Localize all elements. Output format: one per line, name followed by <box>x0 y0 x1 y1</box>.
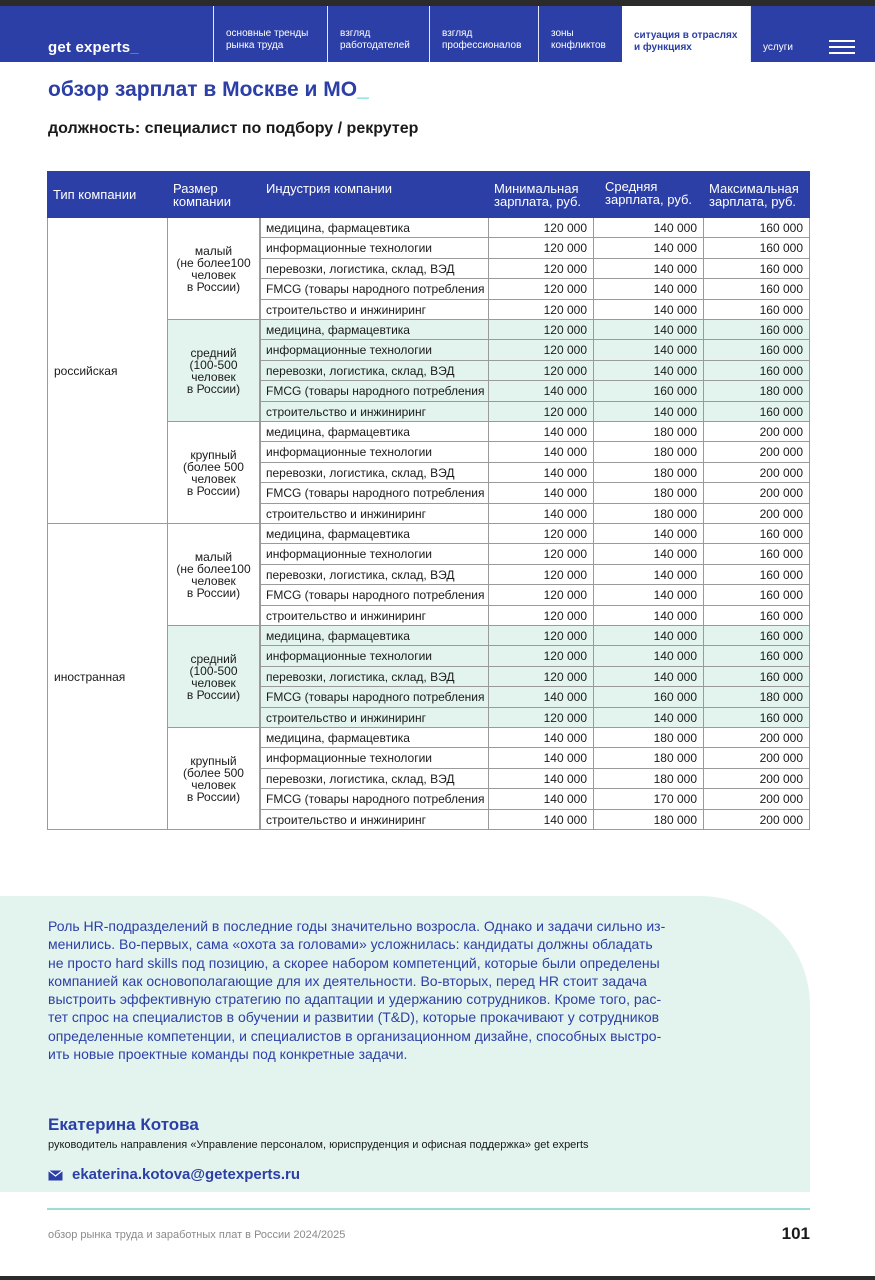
header-size <box>173 182 231 208</box>
cell-min: 120 000 <box>489 646 594 667</box>
company-size-line: в России) <box>186 586 241 600</box>
cell-avg: 140 000 <box>594 259 704 279</box>
cell-min: 140 000 <box>489 442 594 463</box>
envelope-icon <box>48 1170 63 1181</box>
cell-industry: перевозки, логистика, склад, ВЭД <box>260 565 489 585</box>
cell-avg: 180 000 <box>594 748 704 769</box>
cell-industry: перевозки, логистика, склад, ВЭД <box>260 667 489 687</box>
cell-min: 120 000 <box>489 300 594 320</box>
company-size-line: в России) <box>186 484 241 498</box>
company-size-line: крупный <box>190 448 237 462</box>
cell-avg: 180 000 <box>594 442 704 463</box>
cell-min: 120 000 <box>489 361 594 381</box>
cell-max: 160 000 <box>704 238 810 259</box>
cell-min: 120 000 <box>489 259 594 279</box>
cell-min: 140 000 <box>489 728 594 748</box>
cell-max: 160 000 <box>704 300 810 320</box>
expert-quote <box>48 917 738 1063</box>
logo[interactable] <box>48 39 139 56</box>
cell-industry: FMCG (товары народного потребления <box>260 585 489 606</box>
hamburger-menu-icon[interactable] <box>829 40 855 56</box>
table-header <box>47 171 810 218</box>
cell-industry: строительство и инжиниринг <box>260 300 489 320</box>
cell-max: 160 000 <box>704 402 810 422</box>
header-min-line2: зарплата, руб. <box>494 194 582 209</box>
nav-tab-label-line2: и функциях <box>634 42 692 53</box>
cell-min: 140 000 <box>489 483 594 504</box>
company-type-cell <box>47 524 168 830</box>
cell-max: 200 000 <box>704 728 810 748</box>
cell-industry: FMCG (товары народного потребления <box>260 279 489 300</box>
company-size-line: человек <box>191 268 236 282</box>
cell-max: 160 000 <box>704 524 810 544</box>
footer-divider <box>47 1208 810 1210</box>
cell-min: 120 000 <box>489 585 594 606</box>
cell-min: 140 000 <box>489 463 594 483</box>
cell-avg: 140 000 <box>594 565 704 585</box>
cell-max: 160 000 <box>704 320 810 340</box>
cell-avg: 180 000 <box>594 728 704 748</box>
nav-tab-1[interactable] <box>327 6 428 62</box>
logo-accent: _ <box>130 39 139 56</box>
author-name: Екатерина Котова <box>48 1115 199 1134</box>
company-size-cell <box>168 218 260 320</box>
cell-avg: 140 000 <box>594 402 704 422</box>
company-size-line: в России) <box>186 790 241 804</box>
cell-industry: FMCG (товары народного потребления <box>260 381 489 402</box>
company-size-label <box>168 245 259 293</box>
cell-min: 120 000 <box>489 708 594 728</box>
author-role: руководитель направления «Управление персоналом, юриспруденция и офисная поддержка» get experts <box>48 1139 589 1151</box>
cell-industry: информационные технологии <box>260 544 489 565</box>
company-size-label <box>168 551 259 599</box>
quote-line: компанией как основополагающие для их деятельности. Во-вторых, перед HR стоит задача <box>48 972 647 989</box>
cell-industry: строительство и инжиниринг <box>260 606 489 626</box>
header-size-line1: Размер <box>173 181 218 196</box>
cell-min: 140 000 <box>489 381 594 402</box>
nav-tab-label-line2: работодателей <box>340 40 410 51</box>
cell-industry: перевозки, логистика, склад, ВЭД <box>260 769 489 789</box>
cell-min: 120 000 <box>489 667 594 687</box>
cell-max: 200 000 <box>704 422 810 442</box>
cell-max: 180 000 <box>704 687 810 708</box>
header-avg-line2: зарплата, руб. <box>605 192 693 207</box>
cell-industry: информационные технологии <box>260 238 489 259</box>
cell-max: 160 000 <box>704 361 810 381</box>
cell-avg: 140 000 <box>594 646 704 667</box>
cell-avg: 140 000 <box>594 361 704 381</box>
cell-avg: 140 000 <box>594 585 704 606</box>
quote-line: определенные компетенции, и специалистов в организационном дизайне, способных выстро- <box>48 1027 662 1044</box>
quote-line: менились. Во-первых, сама «охота за головами» усложнилась: кандидаты должны обладать <box>48 936 653 953</box>
cell-min: 140 000 <box>489 748 594 769</box>
cell-min: 120 000 <box>489 340 594 361</box>
header-industry: Индустрия компании <box>266 181 393 196</box>
cell-industry: информационные технологии <box>260 442 489 463</box>
cell-max: 160 000 <box>704 279 810 300</box>
cell-avg: 180 000 <box>594 769 704 789</box>
cell-max: 160 000 <box>704 565 810 585</box>
cell-max: 180 000 <box>704 381 810 402</box>
header-max <box>709 182 799 208</box>
nav-tab-4[interactable] <box>622 6 750 62</box>
nav-tab-3[interactable] <box>538 6 622 62</box>
company-size-line: человек <box>191 574 236 588</box>
cell-max: 160 000 <box>704 708 810 728</box>
cell-min: 120 000 <box>489 402 594 422</box>
company-size-label <box>168 653 259 701</box>
cell-avg: 140 000 <box>594 524 704 544</box>
cell-avg: 160 000 <box>594 687 704 708</box>
company-type-cell <box>47 218 168 524</box>
cell-min: 120 000 <box>489 565 594 585</box>
company-size-line: (100-500 <box>189 358 238 372</box>
cell-avg: 160 000 <box>594 381 704 402</box>
company-size-line: человек <box>191 676 236 690</box>
company-size-cell <box>168 320 260 422</box>
cell-max: 160 000 <box>704 544 810 565</box>
cell-industry: перевозки, логистика, склад, ВЭД <box>260 259 489 279</box>
cell-industry: медицина, фармацевтика <box>260 524 489 544</box>
cell-max: 200 000 <box>704 789 810 810</box>
quote-line: ить новые проектные команды под конкретные задачи. <box>48 1046 408 1063</box>
cell-avg: 180 000 <box>594 463 704 483</box>
cell-industry: медицина, фармацевтика <box>260 218 489 238</box>
cell-max: 200 000 <box>704 748 810 769</box>
nav-tab-label: зоны <box>551 28 574 39</box>
cell-avg: 140 000 <box>594 300 704 320</box>
cell-avg: 140 000 <box>594 340 704 361</box>
cell-max: 200 000 <box>704 504 810 524</box>
cell-min: 120 000 <box>489 544 594 565</box>
cell-max: 160 000 <box>704 626 810 646</box>
quote-line: выстроить эффективную стратегию по адаптации и удержанию сотрудников. Кроме того, рас- <box>48 991 662 1008</box>
page-title <box>48 78 369 102</box>
company-size-line: человек <box>191 370 236 384</box>
cell-max: 160 000 <box>704 585 810 606</box>
cell-max: 200 000 <box>704 769 810 789</box>
company-size-line: человек <box>191 778 236 792</box>
company-size-cell <box>168 422 260 524</box>
cell-min: 140 000 <box>489 422 594 442</box>
cell-min: 140 000 <box>489 769 594 789</box>
company-size-line: (более 500 <box>183 460 244 474</box>
company-size-cell <box>168 524 260 626</box>
cell-min: 120 000 <box>489 320 594 340</box>
header-size-line2: компании <box>173 194 231 209</box>
cell-industry: медицина, фармацевтика <box>260 422 489 442</box>
cell-max: 160 000 <box>704 667 810 687</box>
header-avg <box>605 180 692 206</box>
footer-text: обзор рынка труда и заработных плат в России 2024/2025 <box>48 1229 346 1241</box>
page-title-text: обзор зарплат в Москве и МО <box>48 78 358 101</box>
company-size-line: (100-500 <box>189 664 238 678</box>
company-size-line: малый <box>194 550 233 564</box>
company-size-line: человек <box>191 472 236 486</box>
cell-industry: медицина, фармацевтика <box>260 320 489 340</box>
cell-min: 140 000 <box>489 504 594 524</box>
header-min-line1: Минимальная <box>494 181 579 196</box>
cell-max: 160 000 <box>704 646 810 667</box>
quote-line: не просто hard skills под позицию, а скорее набором компетенций, которые были определены <box>48 954 660 971</box>
cell-industry: медицина, фармацевтика <box>260 728 489 748</box>
company-size-cell <box>168 728 260 830</box>
cell-max: 160 000 <box>704 259 810 279</box>
header-max-line1: Максимальная <box>709 181 799 196</box>
logo-text: get experts <box>48 39 131 56</box>
cell-max: 200 000 <box>704 483 810 504</box>
nav-tab-label-line2: конфликтов <box>551 40 606 51</box>
cell-avg: 180 000 <box>594 810 704 830</box>
cell-industry: информационные технологии <box>260 646 489 667</box>
nav-tab-5[interactable] <box>750 6 822 62</box>
cell-min: 120 000 <box>489 238 594 259</box>
cell-min: 120 000 <box>489 606 594 626</box>
nav-tab-label: услуги <box>763 42 793 53</box>
cell-max: 160 000 <box>704 340 810 361</box>
cell-avg: 140 000 <box>594 626 704 646</box>
cell-avg: 140 000 <box>594 708 704 728</box>
cell-min: 140 000 <box>489 789 594 810</box>
cell-max: 200 000 <box>704 463 810 483</box>
page-number: 101 <box>781 1224 810 1243</box>
page-subtitle: должность: специалист по подбору / рекрутер <box>48 120 419 137</box>
header-min <box>494 182 581 208</box>
company-type-label: иностранная <box>54 670 126 684</box>
cell-min: 140 000 <box>489 687 594 708</box>
cell-industry: строительство и инжиниринг <box>260 504 489 524</box>
quote-line: тет спрос на специалистов в обучении и развитии (T&D), которые прокачивают у сотрудников <box>48 1009 660 1026</box>
company-size-line: в России) <box>186 382 241 396</box>
nav-tab-2[interactable] <box>429 6 538 62</box>
cell-avg: 170 000 <box>594 789 704 810</box>
company-size-line: в России) <box>186 280 241 294</box>
cell-min: 120 000 <box>489 524 594 544</box>
cell-min: 140 000 <box>489 810 594 830</box>
cell-industry: перевозки, логистика, склад, ВЭД <box>260 463 489 483</box>
cell-industry: строительство и инжиниринг <box>260 708 489 728</box>
cell-avg: 140 000 <box>594 667 704 687</box>
cell-industry: FMCG (товары народного потребления <box>260 483 489 504</box>
cell-max: 200 000 <box>704 810 810 830</box>
cell-industry: информационные технологии <box>260 748 489 769</box>
cell-industry: строительство и инжиниринг <box>260 810 489 830</box>
cell-avg: 140 000 <box>594 279 704 300</box>
cell-max: 160 000 <box>704 218 810 238</box>
page-title-accent: _ <box>357 78 369 101</box>
cell-avg: 140 000 <box>594 320 704 340</box>
cell-industry: перевозки, логистика, склад, ВЭД <box>260 361 489 381</box>
cell-avg: 140 000 <box>594 218 704 238</box>
cell-min: 120 000 <box>489 218 594 238</box>
cell-industry: строительство и инжиниринг <box>260 402 489 422</box>
cell-industry: FMCG (товары народного потребления <box>260 789 489 810</box>
cell-avg: 140 000 <box>594 544 704 565</box>
company-size-line: средний <box>190 346 237 360</box>
cell-min: 120 000 <box>489 626 594 646</box>
company-size-cell <box>168 626 260 728</box>
cell-industry: информационные технологии <box>260 340 489 361</box>
cell-max: 200 000 <box>704 442 810 463</box>
bottom-edge <box>0 1276 875 1280</box>
company-size-label <box>168 347 259 395</box>
nav-tab-0[interactable] <box>213 6 327 62</box>
cell-max: 160 000 <box>704 606 810 626</box>
company-size-label <box>168 755 259 803</box>
company-size-label <box>168 449 259 497</box>
cell-avg: 180 000 <box>594 422 704 442</box>
header-max-line2: зарплата, руб. <box>709 194 797 209</box>
cell-avg: 180 000 <box>594 504 704 524</box>
author-email-link[interactable]: ekaterina.kotova@getexperts.ru <box>72 1166 301 1183</box>
nav-tab-label-line2: рынка труда <box>226 40 284 51</box>
cell-avg: 140 000 <box>594 606 704 626</box>
cell-industry: FMCG (товары народного потребления <box>260 687 489 708</box>
nav-tab-label: основные тренды <box>226 28 309 39</box>
company-size-line: средний <box>190 652 237 666</box>
quote-line: Роль HR-подразделений в последние годы значительно возросла. Однако и задачи сильно из- <box>48 918 666 934</box>
company-size-line: в России) <box>186 688 241 702</box>
cell-avg: 180 000 <box>594 483 704 504</box>
header-type: Тип компании <box>53 187 137 202</box>
nav-tab-label: взгляд <box>340 28 371 39</box>
company-size-line: крупный <box>190 754 237 768</box>
nav-tab-label-line2: профессионалов <box>442 40 522 51</box>
top-navigation <box>0 6 875 62</box>
cell-min: 120 000 <box>489 279 594 300</box>
nav-tab-label: взгляд <box>442 28 473 39</box>
company-type-label: российская <box>54 364 118 378</box>
company-size-line: (не более100 <box>176 256 251 270</box>
cell-industry: медицина, фармацевтика <box>260 626 489 646</box>
company-size-line: (более 500 <box>183 766 244 780</box>
company-size-line: малый <box>194 244 233 258</box>
header-avg-line1: Средняя <box>605 179 658 194</box>
cell-avg: 140 000 <box>594 238 704 259</box>
nav-tab-label: ситуация в отраслях <box>634 30 738 41</box>
company-size-line: (не более100 <box>176 562 251 576</box>
